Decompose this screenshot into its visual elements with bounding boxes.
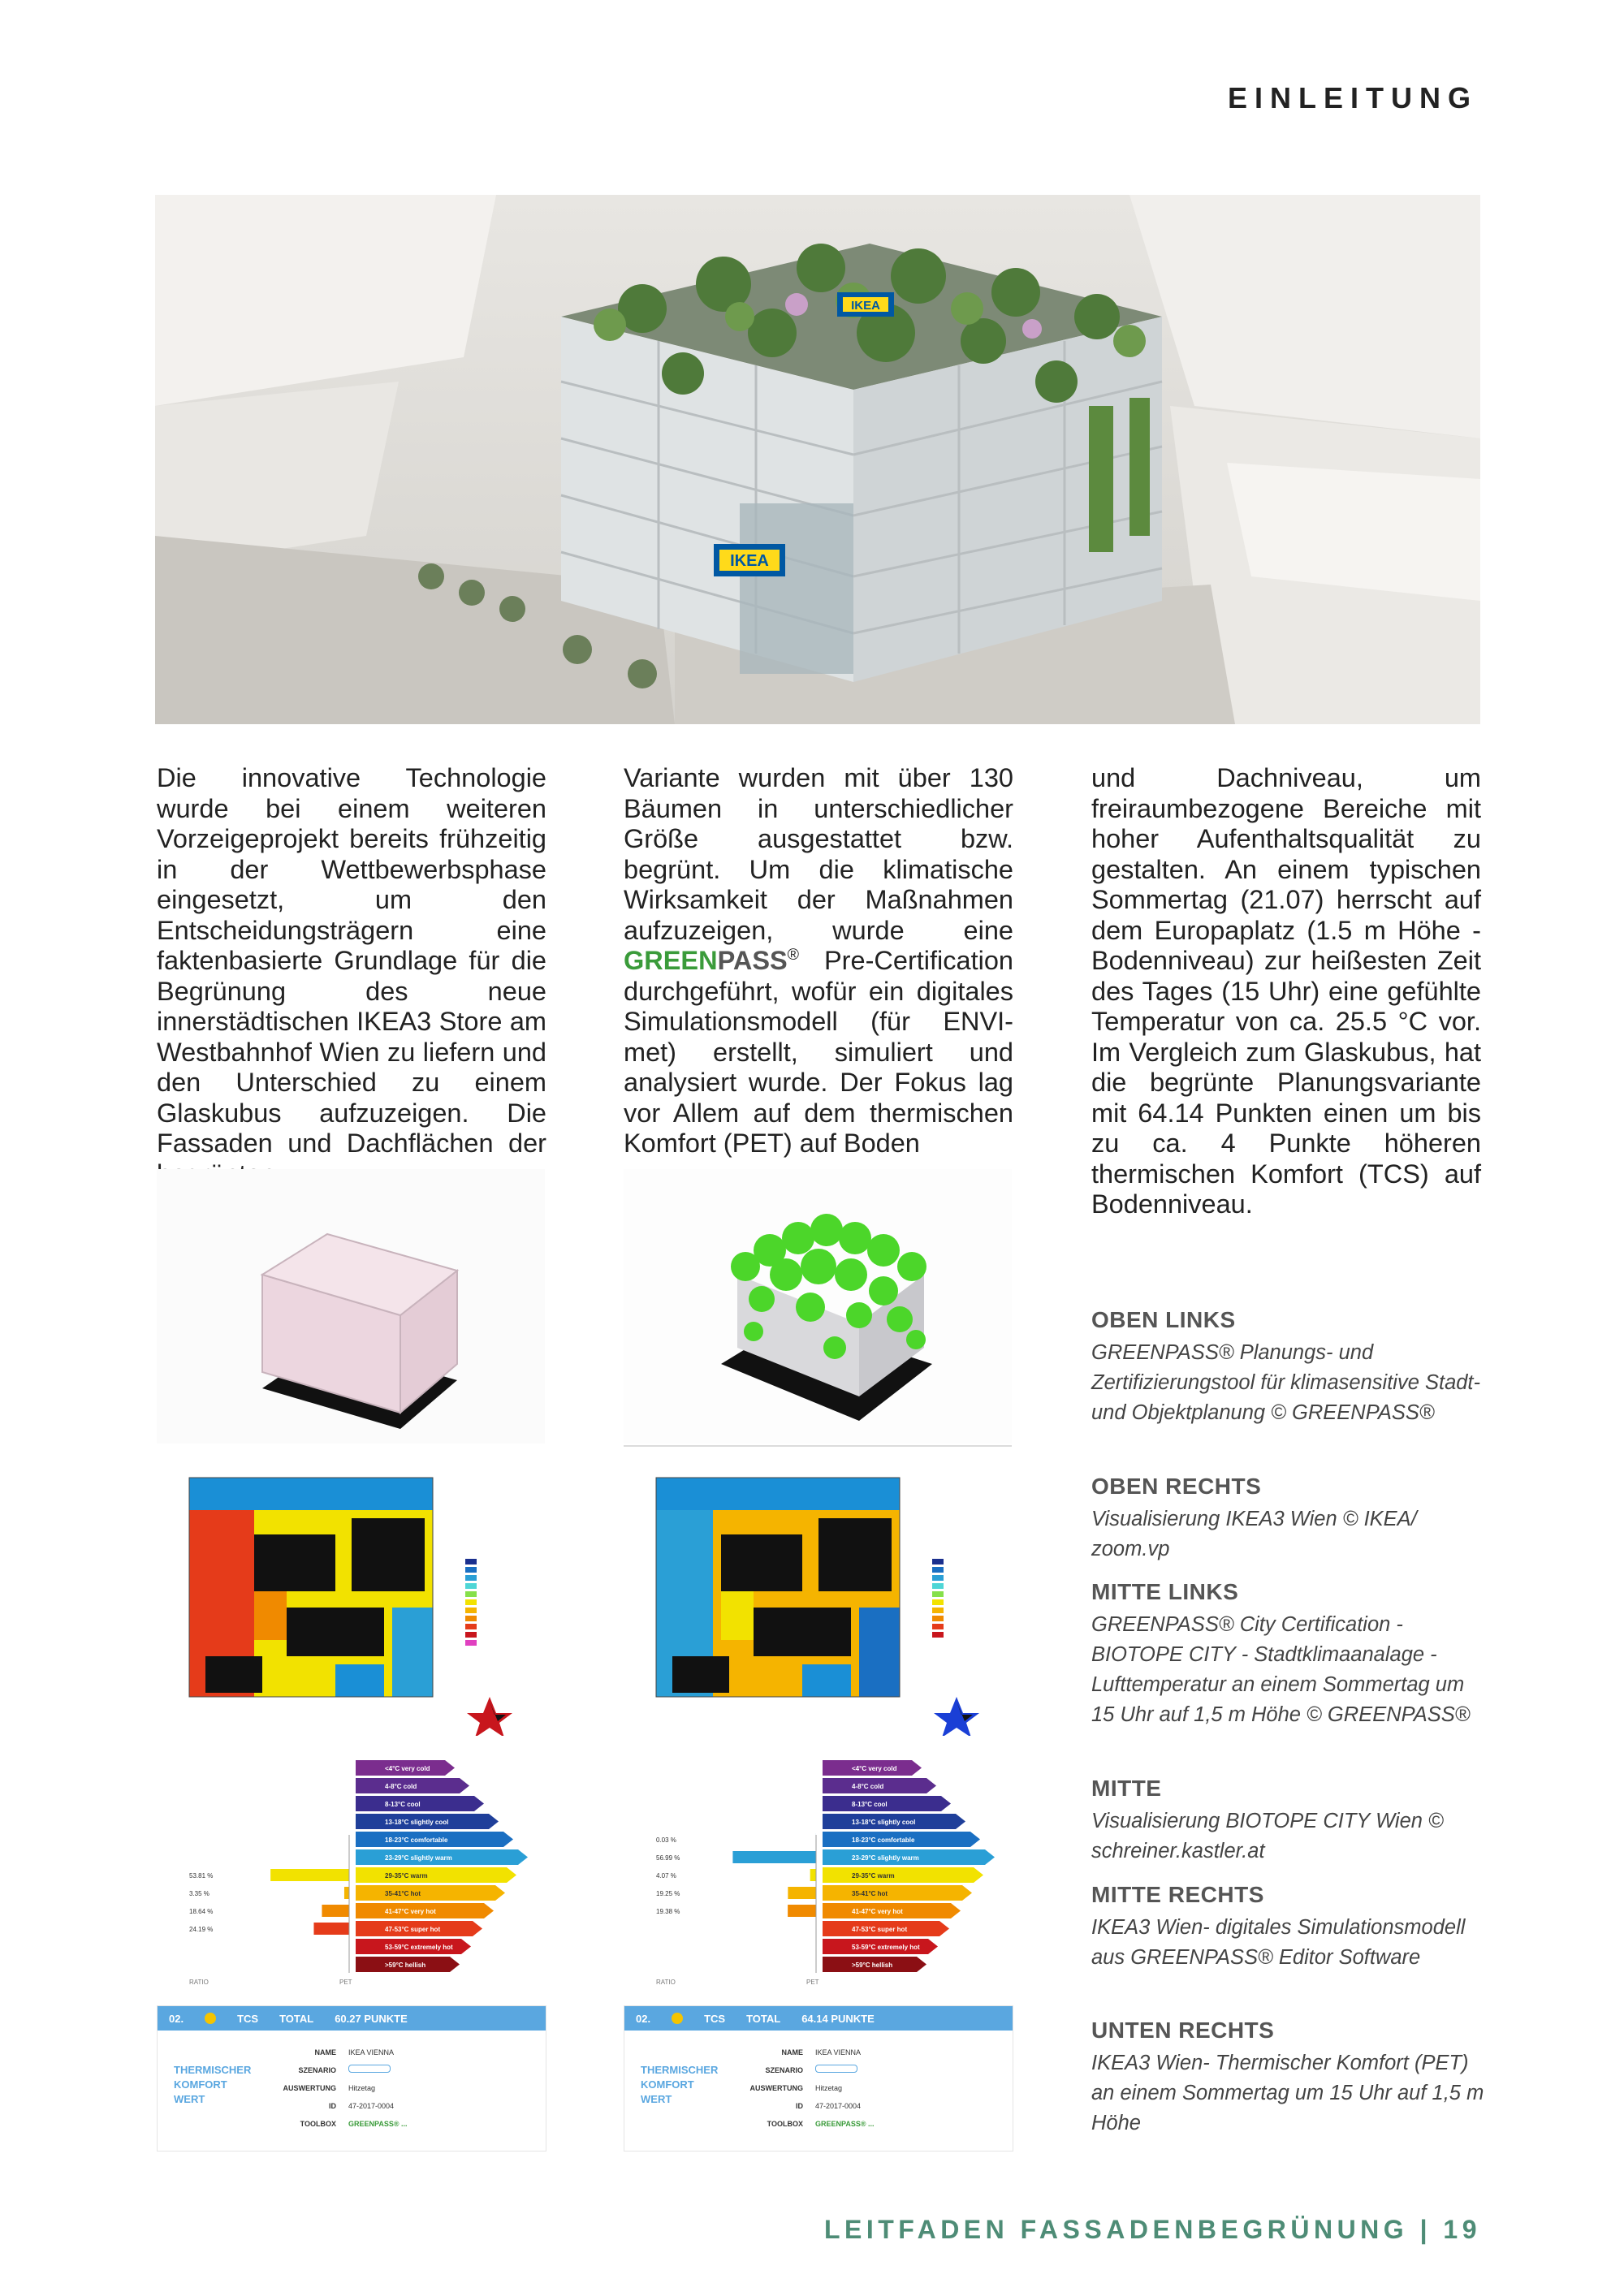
caption-mitte-rechts [1091,1882,1489,1973]
field-label: ID [329,2102,336,2110]
tcs-line: THERMISCHER [641,2064,719,2076]
pet-scale-label: 53-59°C extremely hot [385,1944,453,1951]
pet-scale-label: 29-35°C warm [852,1872,895,1880]
column-1-text: Die innovative Technologie wurde bei einem weiteren Vorzeigeprojekt bereits frühzeitig in der Wettbewerbsphase eingesetzt, um den Entscheidungsträgern eine faktenbasierte Grundlage für die Begrünung des neue innerstädtischen IKEA3 Store am Westbahnhof Wien zu liefern und den Unterschied zu einem Glaskubus aufzuzeigen. Die Fassaden und Dachflächen der [157,763,546,1158]
pet-scale-label: 41-47°C very hot [852,1908,903,1915]
ikea-sign-top: IKEA [851,299,880,313]
hero-image [155,195,1480,724]
tcs-line: KOMFORT [174,2078,227,2091]
pet-scale-label: >59°C hellish [385,1962,426,1969]
field-label: TOOLBOX [767,2120,803,2128]
field-scenario [815,2061,874,2079]
field-label: AUSWERTUNG [283,2084,336,2092]
pet-scale-label: 53-59°C extremely hot [852,1944,920,1951]
ratio-label: 53.81 % [189,1872,214,1880]
ratio-bar [344,1887,349,1899]
tcs-line: WERT [174,2093,205,2105]
pet-scale-label: 13-18°C slightly cool [385,1819,449,1826]
field-label: NAME [314,2048,336,2056]
pet-scale-label: 4-8°C cold [852,1783,884,1790]
pet-scale-label: 23-29°C slightly warm [385,1854,452,1862]
pet-chart-left [157,1754,545,1989]
pet-chart-right [624,1754,1012,1989]
field-label: AUSWERTUNG [749,2084,803,2092]
tcs-label [641,2063,718,2107]
pet-scale-label: 13-18°C slightly cool [852,1819,916,1826]
text-column-1 [157,763,546,1189]
field-label: SZENARIO [298,2066,336,2074]
tcs-line: THERMISCHER [174,2064,252,2076]
page-footer: LEITFADEN FASSADENBEGRÜNUNG | 19 [823,2215,1481,2244]
field-label: TOOLBOX [300,2120,336,2128]
tcs-total-label: TOTAL [746,2012,781,2025]
column-3-text: und Dachniveau, um freiraumbezogene Bereiche mit hoher Aufenthaltsqualität zu gestalten. An einem typischen Sommertag (21.07) herrscht auf dem Europaplatz (1.5 m Höhe - Bodenniveau) zur heißesten Zeit des Tages (15 Uhr) eine gefühlte Temperatur von ca. 25.5 °C vor. Im Vergleich zum Glaskubus, hat die begrünte Planungsvariante mit 64.14 Punkten einen um bis zu ca. 4 Punkte höheren thermischen Komfort (TCS) auf Bodenniveau. [1091,763,1481,1219]
tcs-field-labels [279,2044,336,2133]
ratio-bar [788,1887,816,1899]
field-id: 47-2017-0004 [815,2102,862,2110]
tcs-card-header [158,2006,546,2031]
tcs-label [174,2063,251,2107]
field-label: NAME [781,2048,803,2056]
tcs-total-value: 60.27 PUNKTE [335,2012,408,2025]
tcs-total-label: TOTAL [279,2012,314,2025]
pet-scale-label: 41-47°C very hot [385,1908,436,1915]
caption-text: GREENPASS® City Certification - BIOTOPE CITY - Stadtklimaanalage - Lufttemperatur an einem Sommertag um 15 Uhr auf 1,5 m Höhe © GREENPASS® [1091,1613,1471,1726]
tcs-total-value: 64.14 PUNKTE [801,2012,875,2025]
pet-scale-arrow [356,1867,516,1883]
pet-axis-label: PET [339,1979,352,1986]
pet-axis-label: PET [806,1979,819,1986]
caption-title: MITTE [1091,1776,1162,1801]
tcs-card-left [157,2005,546,2151]
ratio-label: 3.35 % [189,1890,209,1897]
section-heading: EINLEITUNG [1227,81,1478,114]
ratio-label: 56.99 % [656,1854,680,1862]
heatmap-right [624,1461,1012,1736]
caption-text: Visualisierung BIOTOPE CITY Wien © schreiner.kastler.at [1091,1810,1444,1862]
pet-scale-arrow [356,1885,505,1901]
pet-scale-label: 8-13°C cool [385,1801,421,1808]
pet-scale-label: <4°C very cold [852,1765,897,1772]
field-name: IKEA VIENNA [815,2048,862,2056]
tcs-field-values [815,2044,874,2133]
ratio-bar [810,1869,816,1881]
greenpass-green: GREEN [624,946,718,975]
caption-text: GREENPASS® Planungs- und Zertifizierungstool für klimasensitive Stadt- und Objektplanung © GREENPASS® [1091,1341,1481,1424]
tcs-field-labels [746,2044,803,2133]
ratio-label: 24.19 % [189,1926,214,1933]
caption-title: MITTE LINKS [1091,1579,1239,1604]
tcs-line: WERT [641,2093,672,2105]
tcs-tag: TCS [237,2012,259,2025]
tcs-card-right [624,2005,1013,2151]
ratio-axis-label: RATIO [189,1979,209,1986]
ratio-label: 18.64 % [189,1908,214,1915]
ratio-bar [788,1905,816,1917]
pet-chart-left-svg [157,1754,545,1989]
pet-scale-label: 23-29°C slightly warm [852,1854,919,1862]
ratio-bar [732,1851,816,1863]
tcs-num: 02. [636,2012,651,2025]
ratio-label: 4.07 % [656,1872,676,1880]
smiley-icon [672,2013,683,2024]
field-auswertung: Hitzetag [815,2084,843,2092]
caption-text: IKEA3 Wien- Thermischer Komfort (PET) an einem Sommertag um 15 Uhr auf 1,5 m Höhe [1091,2052,1484,2134]
heatmap-left [157,1461,545,1736]
column-2-text-b: Pre-Certification durchgeführt, wofür ein digitales Simulationsmodell (für ENVI-met) erstellt, simuliert und analysiert wurde. Der Fokus lag vor Allem auf dem thermischen Komfort (PET) auf Boden [624,946,1013,1158]
caption-title: MITTE RECHTS [1091,1882,1264,1907]
pet-scale-label: 18-23°C comfortable [852,1836,915,1844]
ratio-axis-label: RATIO [656,1979,676,1986]
pet-scale-arrow [823,1867,983,1883]
glass-cube-model [157,1169,545,1444]
divider [624,1445,1012,1447]
field-toolbox: GREENPASS® ... [348,2120,408,2128]
pet-scale-label: 4-8°C cold [385,1783,417,1790]
column-2-text-a: Variante wurden mit über 130 Bäumen in unterschiedlicher Größe ausgestattet bzw. begrünt. Um die klimatische Wirksamkeit der Maßnahmen aufzuzeigen, wurde eine [624,763,1013,945]
caption-oben-rechts [1091,1474,1489,1564]
text-column-2 [624,763,1013,1159]
pet-chart-right-svg [624,1754,1012,1989]
caption-title: OBEN RECHTS [1091,1474,1262,1499]
caption-title: OBEN LINKS [1091,1307,1236,1332]
pet-scale-label: 47-53°C super hot [852,1926,908,1933]
pet-scale-label: 35-41°C hot [385,1890,421,1897]
caption-text: Visualisierung IKEA3 Wien © IKEA/ zoom.vp [1091,1508,1417,1560]
ratio-label: 0.03 % [656,1836,676,1844]
tcs-card-header [624,2006,1013,2031]
ratio-bar [322,1905,349,1917]
pet-scale-label: <4°C very cold [385,1765,430,1772]
tcs-tag: TCS [704,2012,726,2025]
caption-title: UNTEN RECHTS [1091,2018,1275,2043]
ratio-bar [313,1923,349,1935]
caption-oben-links [1091,1307,1489,1428]
caption-text: IKEA3 Wien- digitales Simulationsmodell aus GREENPASS® Editor Software [1091,1916,1466,1969]
green-building-model [624,1169,1012,1444]
field-label: SZENARIO [765,2066,803,2074]
tcs-num: 02. [169,2012,184,2025]
text-column-3 [1091,763,1481,1220]
column-2-text [624,763,1013,1159]
field-label: ID [796,2102,803,2110]
field-toolbox: GREENPASS® ... [815,2120,875,2128]
tcs-line: KOMFORT [641,2078,694,2091]
ratio-label: 19.25 % [656,1890,680,1897]
smiley-icon [205,2013,216,2024]
ratio-bar [270,1869,349,1881]
caption-mitte [1091,1776,1489,1867]
tcs-field-values [348,2044,407,2133]
greenpass-pass: PASS [717,946,788,975]
caption-unten-rechts [1091,2018,1489,2138]
field-name: IKEA VIENNA [348,2048,395,2056]
ikea-sign-front: IKEA [730,552,769,570]
field-id: 47-2017-0004 [348,2102,395,2110]
ratio-label: 19.38 % [656,1908,680,1915]
field-auswertung: Hitzetag [348,2084,376,2092]
registered-mark: ® [787,946,800,965]
pet-scale-label: 8-13°C cool [852,1801,888,1808]
caption-mitte-links [1091,1579,1489,1730]
pet-scale-label: 29-35°C warm [385,1872,428,1880]
pet-scale-label: >59°C hellish [852,1962,893,1969]
field-scenario [348,2061,407,2079]
pet-scale-arrow [823,1885,972,1901]
pet-scale-label: 47-53°C super hot [385,1926,441,1933]
pet-scale-label: 18-23°C comfortable [385,1836,448,1844]
pet-scale-label: 35-41°C hot [852,1890,888,1897]
